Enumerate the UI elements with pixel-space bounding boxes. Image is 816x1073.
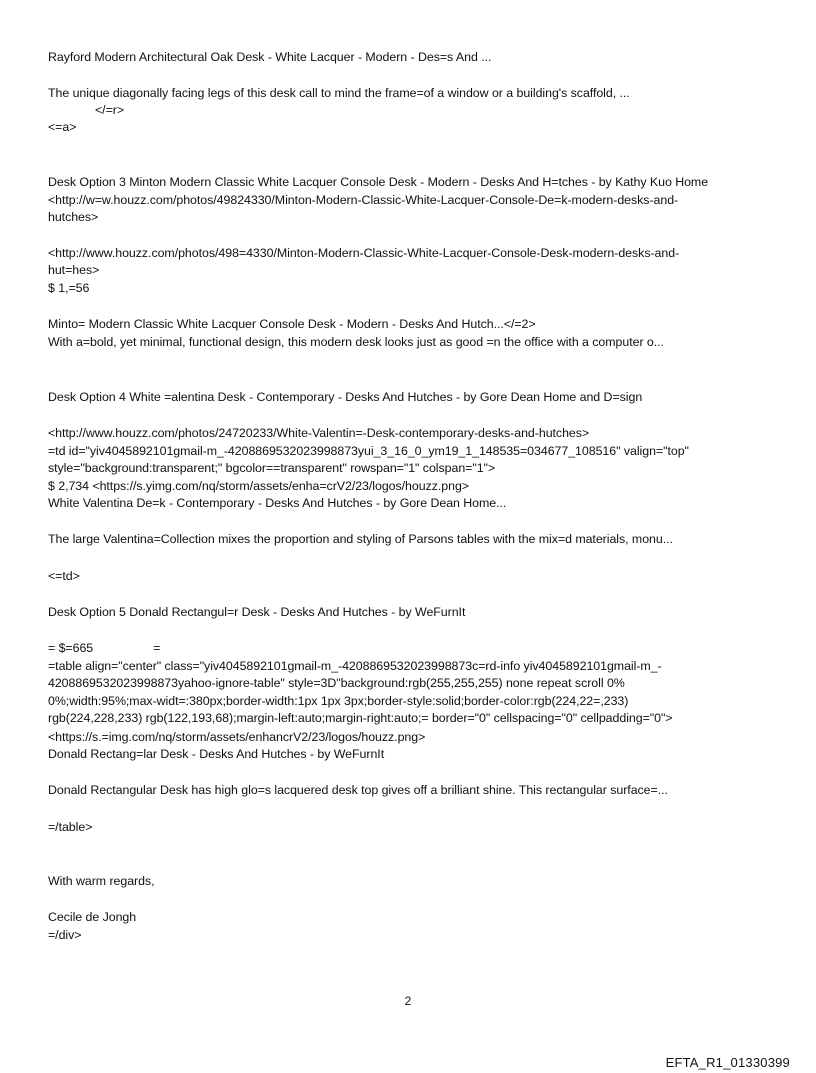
- text-line: With a=bold, yet minimal, functional design, this modern desk looks just as good =n the office with a computer o...: [48, 335, 664, 349]
- price-text: $ 2,734 <https://s.yimg.com/nq/storm/assets/enha=crV2/23/logos/houzz.png>: [48, 479, 469, 493]
- url-line: <https://s.=img.com/nq/storm/assets/enhancrV2/23/logos/houzz.png>: [48, 730, 426, 744]
- signature-name: Cecile de Jongh: [48, 910, 137, 924]
- closing-text: With warm regards,: [48, 874, 155, 888]
- text-line: Rayford Modern Architectural Oak Desk - White Lacquer - Modern - Des=s And ...: [48, 50, 492, 64]
- url-line: hut=hes>: [48, 263, 100, 277]
- code-line: style="background:transparent;" bgcolor==transparent" rowspan="1" colspan="1">: [48, 461, 496, 475]
- section-heading: Desk Option 4 White =alentina Desk - Contemporary - Desks And Hutches - by Gore Dean Home and D=sign: [48, 390, 643, 404]
- text-line: Donald Rectang=lar Desk - Desks And Hutches - by WeFurnIt: [48, 747, 385, 761]
- price-text: [48, 640, 788, 658]
- text-line: Minto= Modern Classic White Lacquer Console Desk - Modern - Desks And Hutch...</=2>: [48, 317, 536, 331]
- text-line: </=r>: [95, 103, 125, 117]
- text-line: White Valentina De=k - Contemporary - Desks And Hutches - by Gore Dean Home...: [48, 496, 507, 510]
- code-line: =td id="yiv4045892101gmail-m_-4208869532023998873yui_3_16_0_ym19_1_148535=034677_108516" valign="top": [48, 444, 689, 458]
- code-line: <=td>: [48, 569, 80, 583]
- url-line: <http://w=w.houzz.com/photos/49824330/Minton-Modern-Classic-White-Lacquer-Console-De=k-modern-desks-and-: [48, 193, 679, 207]
- text-line: <=a>: [48, 120, 77, 134]
- url-line: <http://www.houzz.com/photos/24720233/White-Valentin=-Desk-contemporary-desks-and-hutches>: [48, 426, 590, 440]
- code-line: rgb(224,228,233) rgb(122,193,68);margin-left:auto;margin-right:auto;= border="0" cellspacing="0" cellpadding="0">: [48, 711, 673, 725]
- code-line: 0%;width:95%;max-widt=:380px;border-width:1px 1px 3px;border-style:solid;border-color:rgb(224,22=,233): [48, 694, 629, 708]
- text-line: The large Valentina=Collection mixes the proportion and styling of Parsons tables with the mix=d materials, monu...: [48, 532, 673, 546]
- code-line: =/div>: [48, 928, 82, 942]
- bates-number: EFTA_R1_01330399: [665, 1055, 790, 1070]
- code-fragment: =: [153, 641, 161, 655]
- price-value: = $=665: [48, 641, 94, 655]
- price-text: $ 1,=56: [48, 281, 90, 295]
- section-heading: Desk Option 5 Donald Rectangul=r Desk - Desks And Hutches - by WeFurnIt: [48, 605, 466, 619]
- text-line: The unique diagonally facing legs of this desk call to mind the frame=of a window or a building's scaffold, ...: [48, 86, 630, 100]
- code-line: =/table>: [48, 820, 93, 834]
- url-line: <http://www.houzz.com/photos/498=4330/Minton-Modern-Classic-White-Lacquer-Console-Desk-modern-desks-and-: [48, 246, 680, 260]
- section-heading: Desk Option 3 Minton Modern Classic White Lacquer Console Desk - Modern - Desks And H=tches - by Kathy Kuo Home: [48, 175, 709, 189]
- page-number: 2: [404, 994, 412, 1008]
- code-line: =table align="center" class="yiv4045892101gmail-m_-4208869532023998873c=rd-info yiv4045892101gmail-m_-: [48, 659, 662, 673]
- text-line: Donald Rectangular Desk has high glo=s lacquered desk top gives off a brilliant shine. This rectangular surface=...: [48, 783, 668, 797]
- url-line: hutches>: [48, 210, 99, 224]
- code-line: 4208869532023998873yahoo-ignore-table" style=3D"background:rgb(255,255,255) none repeat scroll 0%: [48, 676, 625, 690]
